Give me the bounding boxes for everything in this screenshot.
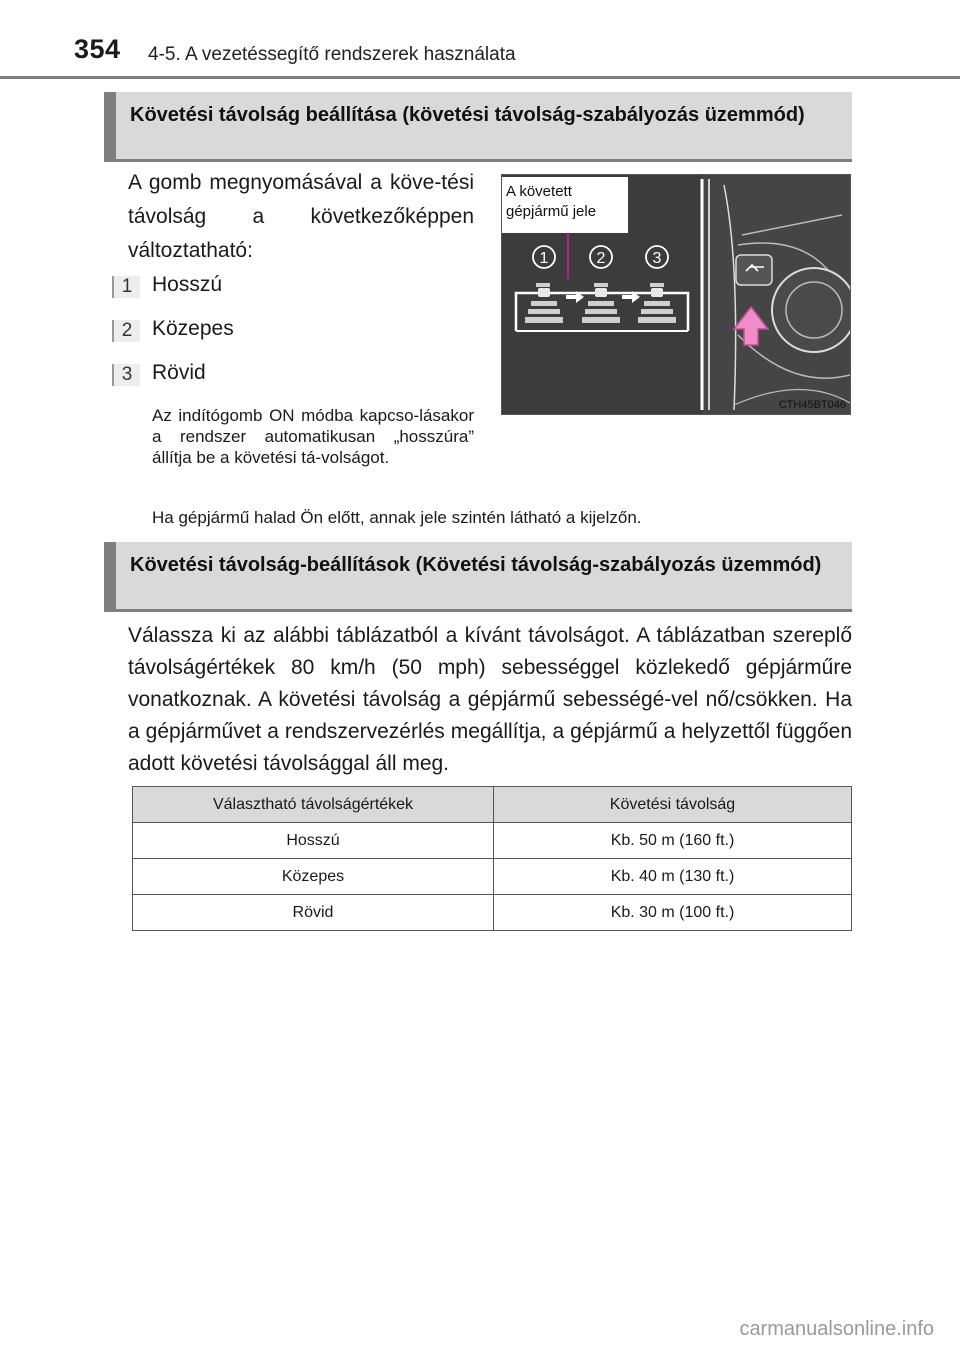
figure-callout: A követett gépjármű jele <box>502 177 628 233</box>
watermark: carmanualsonline.info <box>739 1318 934 1340</box>
table-cell-distance: Kb. 40 m (130 ft.) <box>494 859 852 895</box>
table-row <box>133 895 852 931</box>
distance-switch-figure <box>501 174 851 415</box>
note-vehicle-ahead: Ha gépjármű halad Ön előtt, annak jele szintén látható a kijelzőn. <box>152 508 642 527</box>
column-header-selectable: Választható távolságértékek <box>133 787 494 823</box>
item-label-medium: Közepes <box>152 317 234 340</box>
section-heading-following-distance: Követési távolság beállítása (követési távolság-szabályozás üzemmód) <box>104 92 852 162</box>
page-number: 354 <box>74 34 121 64</box>
distance-table <box>132 786 852 931</box>
table-cell-distance: Kb. 50 m (160 ft.) <box>494 823 852 859</box>
item-number-2: 2 <box>112 320 140 342</box>
header-rule <box>0 76 960 79</box>
column-header-distance: Követési távolság <box>494 787 852 823</box>
marker-3: 3 <box>652 250 662 267</box>
item-number-1: 1 <box>112 276 140 298</box>
table-cell-distance: Kb. 30 m (100 ft.) <box>494 895 852 931</box>
note-power-on: Az indítógomb ON módba kapcso-lásakor a rendszer automatikusan „hosszúra” állítja be a követési tá-volságot. <box>152 406 474 467</box>
item-number-3: 3 <box>112 364 140 386</box>
table-row <box>133 859 852 895</box>
marker-1: 1 <box>539 250 549 267</box>
table-row <box>133 823 852 859</box>
table-cell-setting: Közepes <box>133 859 494 895</box>
table-cell-setting: Hosszú <box>133 823 494 859</box>
item-label-short: Rövid <box>152 361 206 384</box>
body-paragraph: Válassza ki az alábbi táblázatból a kívánt távolságot. A táblázatban szereplő távolságértékek 80 km/h (50 mph) sebességgel közlekedő gépjárműre vonatkoznak. A követési távolság a gépjármű sebességé-vel nő/csökken. Ha a gépjárművet a rendszervezérlés megállítja, a gépjármű a helyzettől függően adott követési távolsággal áll meg. <box>128 624 852 775</box>
item-label-long: Hosszú <box>152 273 223 296</box>
chapter-header: 4-5. A vezetéssegítő rendszerek használata <box>148 44 516 65</box>
section-heading-distance-settings: Követési távolság-beállítások (Követési távolság-szabályozás üzemmód) <box>104 542 852 612</box>
figure-code: CTH45BT046 <box>778 399 846 411</box>
table-header-row <box>133 787 852 823</box>
marker-2: 2 <box>596 250 606 267</box>
table-cell-setting: Rövid <box>133 895 494 931</box>
intro-paragraph: A gomb megnyomásával a köve-tési távolság a következőképpen változtatható: <box>128 171 474 262</box>
